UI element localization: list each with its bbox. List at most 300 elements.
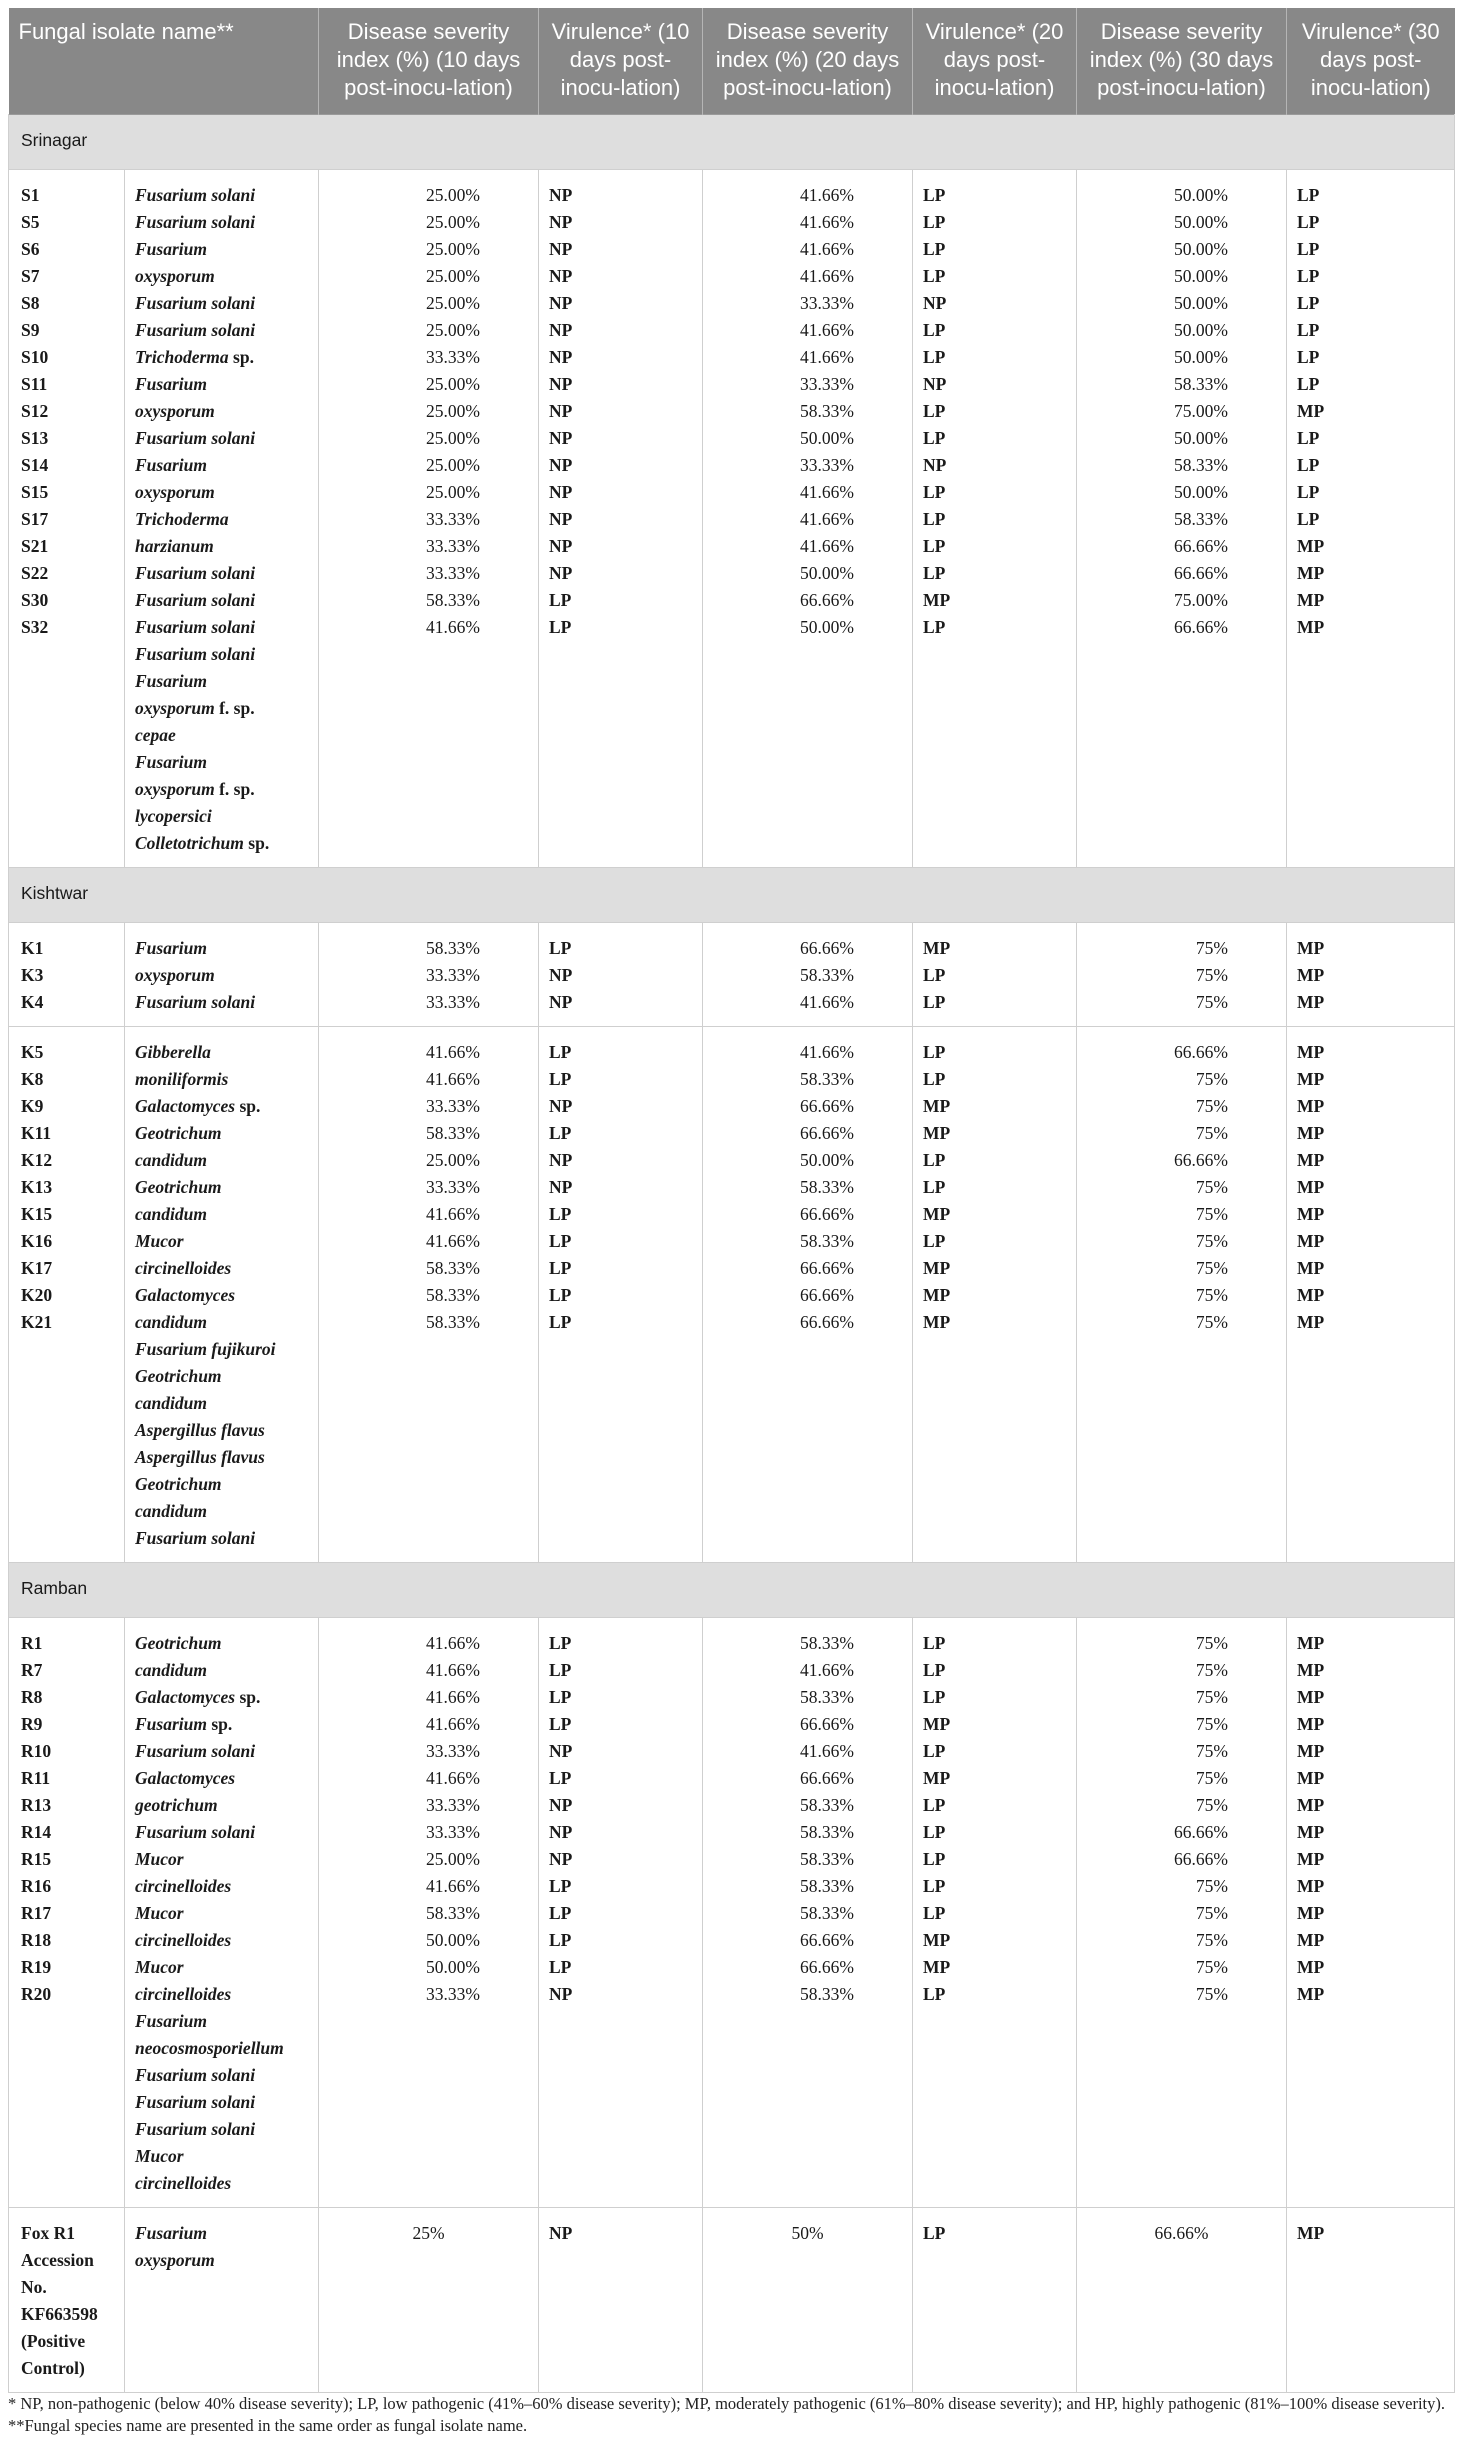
- virulence-20-value: LP: [923, 1660, 946, 1680]
- header-fungal-isolate: Fungal isolate name**: [9, 8, 319, 115]
- species-suffix: sp.: [235, 1687, 261, 1707]
- species-name-line: [135, 182, 308, 209]
- virulence-10-value: NP: [549, 185, 573, 205]
- species-name-line: [135, 344, 308, 371]
- dsi-30-value: 75%: [1195, 1768, 1228, 1788]
- dsi-10-value: 58.33%: [426, 1285, 480, 1305]
- dsi-20-value: 66.66%: [800, 1312, 854, 1332]
- dsi-10-value: 41.66%: [426, 1660, 480, 1680]
- virulence-30-value: LP: [1297, 239, 1320, 259]
- species-name: oxysporum: [135, 401, 215, 421]
- virulence-10-value: NP: [549, 482, 573, 502]
- dsi-10-value: 25.00%: [426, 239, 480, 259]
- species-name: Fusarium solani: [135, 617, 256, 637]
- species-name: candidum: [135, 1312, 207, 1332]
- virulence-20-value: MP: [923, 1312, 951, 1332]
- dsi-30-value: 50.00%: [1174, 482, 1228, 502]
- dsi-20-value: 33.33%: [800, 293, 854, 313]
- species-name: Trichoderma: [135, 347, 229, 367]
- virulence-10-value: LP: [549, 938, 572, 958]
- isolate-id: K8: [21, 1069, 44, 1089]
- species-name-line: [135, 479, 308, 506]
- virulence-20-value: LP: [923, 347, 946, 367]
- species-name: Gibberella: [135, 1042, 211, 1062]
- virulence-10-value: NP: [549, 212, 573, 232]
- virulence-30-value: LP: [1297, 320, 1320, 340]
- region-row: [9, 868, 1455, 923]
- species-cell: [125, 923, 319, 1027]
- virulence-30-cell: [1287, 1618, 1455, 2208]
- dsi-20-value: 50.00%: [800, 617, 854, 637]
- species-name-line: [135, 722, 308, 749]
- dsi-30-value: 66.66%: [1174, 1849, 1228, 1869]
- region-label: Ramban: [9, 1563, 1455, 1618]
- species-name: Fusarium: [135, 671, 207, 691]
- dsi-10-value: 58.33%: [426, 1123, 480, 1143]
- dsi-10-value: 25.00%: [426, 320, 480, 340]
- dsi-10-value: 58.33%: [426, 1258, 480, 1278]
- species-name-line: [135, 2035, 308, 2062]
- species-name-line: [135, 1819, 308, 1846]
- species-name-line: [135, 2220, 308, 2247]
- isolate-id: K5: [21, 1042, 44, 1062]
- dsi-30-value: 75%: [1195, 1258, 1228, 1278]
- virulence-30-value: MP: [1297, 1741, 1325, 1761]
- virulence-20-value: LP: [923, 1849, 946, 1869]
- dsi-10-value: 25.00%: [426, 374, 480, 394]
- isolate-id-cell: [9, 923, 125, 1027]
- virulence-10-value: LP: [549, 1042, 572, 1062]
- species-name-line: [135, 398, 308, 425]
- species-name: Mucor: [135, 1849, 184, 1869]
- virulence-10-value: NP: [549, 563, 573, 583]
- virulence-30-value: LP: [1297, 482, 1320, 502]
- virulence-30-value: MP: [1297, 992, 1325, 1012]
- species-name: Mucor: [135, 1957, 184, 1977]
- isolate-id: K16: [21, 1231, 53, 1251]
- species-name-line: [135, 1846, 308, 1873]
- virulence-20-value: LP: [923, 1903, 946, 1923]
- dsi-10-cell: [319, 170, 539, 868]
- dsi-20-cell: [703, 923, 913, 1027]
- species-name: Fusarium: [135, 2011, 207, 2031]
- virulence-30-value: MP: [1297, 1687, 1325, 1707]
- dsi-30-value: 50.00%: [1174, 293, 1228, 313]
- virulence-30-value: MP: [1297, 1633, 1325, 1653]
- virulence-20-value: MP: [923, 590, 951, 610]
- dsi-20-value: 33.33%: [800, 455, 854, 475]
- control-id-line: KF663598: [21, 2304, 98, 2324]
- dsi-30-cell: [1077, 1027, 1287, 1563]
- species-name-line: [135, 1147, 308, 1174]
- species-name: Aspergillus flavus: [135, 1447, 265, 1467]
- dsi-20-value: 66.66%: [800, 1204, 854, 1224]
- species-name-line: [135, 263, 308, 290]
- species-name: Fusarium solani: [135, 428, 256, 448]
- virulence-20-value: LP: [923, 428, 946, 448]
- species-name: candidum: [135, 1501, 207, 1521]
- virulence-10-value: NP: [549, 1849, 573, 1869]
- species-name: circinelloides: [135, 1258, 232, 1278]
- species-name-line: [135, 776, 308, 803]
- dsi-30-value: 75.00%: [1174, 590, 1228, 610]
- virulence-10-value: NP: [549, 374, 573, 394]
- species-name-line: [135, 209, 308, 236]
- virulence-30-value: MP: [1297, 1930, 1325, 1950]
- virulence-10-value: LP: [549, 1258, 572, 1278]
- region-label: Kishtwar: [9, 868, 1455, 923]
- dsi-10-value: 33.33%: [426, 1096, 480, 1116]
- virulence-10-cell: [539, 1027, 703, 1563]
- dsi-20-value: 66.66%: [800, 938, 854, 958]
- species-name: Fusarium fujikuroi: [135, 1339, 276, 1359]
- isolate-id: R10: [21, 1741, 52, 1761]
- species-name-line: [135, 1120, 308, 1147]
- dsi-20-value: 66.66%: [800, 1096, 854, 1116]
- isolate-block-row: [9, 1618, 1455, 2208]
- isolate-id: K12: [21, 1150, 53, 1170]
- dsi-30-value: 50.00%: [1174, 347, 1228, 367]
- species-name-line: [135, 1336, 308, 1363]
- species-name-line: [135, 533, 308, 560]
- header-dsi-20: Disease severity index (%) (20 days post-inocu-lation): [703, 8, 913, 115]
- dsi-30-value: 66.66%: [1174, 1150, 1228, 1170]
- species-name-line: [135, 1309, 308, 1336]
- dsi-20-value: 58.33%: [800, 1177, 854, 1197]
- dsi-20-value: 58.33%: [800, 1687, 854, 1707]
- species-name: circinelloides: [135, 1984, 232, 2004]
- dsi-30-value: 75%: [1195, 992, 1228, 1012]
- dsi-10-value: 58.33%: [426, 1312, 480, 1332]
- species-name: Fusarium: [135, 374, 207, 394]
- dsi-30-value: 75%: [1195, 1660, 1228, 1680]
- virulence-30-value: LP: [1297, 374, 1320, 394]
- species-name-line: [135, 1201, 308, 1228]
- control-id-line: Accession: [21, 2250, 94, 2270]
- isolate-id: K17: [21, 1258, 53, 1278]
- dsi-10-value: 25.00%: [426, 293, 480, 313]
- isolate-id: R15: [21, 1849, 52, 1869]
- dsi-30-value: 50.00%: [1174, 428, 1228, 448]
- isolate-id: S1: [21, 185, 40, 205]
- isolate-id: K1: [21, 938, 44, 958]
- dsi-10-value: 25.00%: [426, 428, 480, 448]
- species-name-line: [135, 2116, 308, 2143]
- isolate-block-row: [9, 170, 1455, 868]
- species-name-line: [135, 1630, 308, 1657]
- dsi-20-value: 66.66%: [800, 1768, 854, 1788]
- species-name: circinelloides: [135, 1876, 232, 1896]
- dsi-20-value: 41.66%: [800, 239, 854, 259]
- virulence-10-value: LP: [549, 1204, 572, 1224]
- virulence-30-value: MP: [1297, 1096, 1325, 1116]
- isolate-id: K20: [21, 1285, 53, 1305]
- virulence-10-value: LP: [549, 1876, 572, 1896]
- virulence-10-value: LP: [549, 1231, 572, 1251]
- species-name-line: [135, 1900, 308, 1927]
- species-name-line: [135, 425, 308, 452]
- dsi-30-value: 75%: [1195, 1285, 1228, 1305]
- virulence-30-value: LP: [1297, 212, 1320, 232]
- isolate-id: K15: [21, 1204, 53, 1224]
- species-name-line: [135, 506, 308, 533]
- virulence-20-value: LP: [923, 482, 946, 502]
- dsi-20-value: 41.66%: [800, 992, 854, 1012]
- isolate-block-row: [9, 1027, 1455, 1563]
- species-name-line: [135, 641, 308, 668]
- dsi-10-value: 25.00%: [426, 1150, 480, 1170]
- header-virulence-20: Virulence* (20 days post-inocu-lation): [913, 8, 1077, 115]
- isolate-id: S15: [21, 482, 49, 502]
- virulence-10-value: LP: [549, 617, 572, 637]
- isolate-id: K9: [21, 1096, 44, 1116]
- virulence-30-value: LP: [1297, 509, 1320, 529]
- species-name: Fusarium: [135, 455, 207, 475]
- isolate-id: R20: [21, 1984, 52, 2004]
- dsi-20-value: 41.66%: [800, 509, 854, 529]
- species-name-line: [135, 1174, 308, 1201]
- dsi-30-value: 75%: [1195, 965, 1228, 985]
- species-name: Fusarium solani: [135, 1741, 256, 1761]
- species-name-line: [135, 1417, 308, 1444]
- dsi-10-value: 25.00%: [426, 482, 480, 502]
- isolate-id: S13: [21, 428, 49, 448]
- dsi-10-value: 33.33%: [426, 1984, 480, 2004]
- virulence-20-value: LP: [923, 1069, 946, 1089]
- dsi-30-value: 75%: [1195, 1957, 1228, 1977]
- species-name: Mucor: [135, 1903, 184, 1923]
- species-name: Fusarium: [135, 938, 207, 958]
- isolate-id: S6: [21, 239, 40, 259]
- dsi-20-value: 66.66%: [800, 1957, 854, 1977]
- virulence-10-cell: [539, 170, 703, 868]
- dsi-30-value: 66.66%: [1174, 1042, 1228, 1062]
- species-name-line: [135, 2062, 308, 2089]
- species-name: Fusarium solani: [135, 644, 256, 664]
- dsi-10-value: 33.33%: [426, 1741, 480, 1761]
- virulence-20-value: LP: [923, 1633, 946, 1653]
- control-id-cell: [9, 2208, 125, 2393]
- isolate-id: K3: [21, 965, 44, 985]
- species-name: Trichoderma: [135, 509, 229, 529]
- dsi-20-value: 58.33%: [800, 965, 854, 985]
- species-name: Geotrichum: [135, 1474, 222, 1494]
- species-name: Geotrichum: [135, 1177, 222, 1197]
- virulence-20-value: NP: [923, 374, 947, 394]
- species-name: neocosmosporiellum: [135, 2038, 284, 2058]
- dsi-20-value: 41.66%: [800, 266, 854, 286]
- virulence-10-cell: [539, 923, 703, 1027]
- species-name-line: [135, 1927, 308, 1954]
- virulence-20-value: LP: [923, 1042, 946, 1062]
- virulence-10-value: NP: [549, 1150, 573, 1170]
- results-table-wrapper: [8, 8, 1454, 2393]
- dsi-30-value: 75%: [1195, 1069, 1228, 1089]
- virulence-30-value: MP: [1297, 1822, 1325, 1842]
- virulence-30-value: MP: [1297, 1768, 1325, 1788]
- virulence-10-value: NP: [549, 266, 573, 286]
- isolate-id: K21: [21, 1312, 53, 1332]
- dsi-30-value: 75%: [1195, 938, 1228, 958]
- virulence-30-value: MP: [1297, 965, 1325, 985]
- virulence-20-value: LP: [923, 1231, 946, 1251]
- virulence-10-value: NP: [549, 401, 573, 421]
- species-name-line: [135, 803, 308, 830]
- virulence-20-value: LP: [923, 1876, 946, 1896]
- species-name: candidum: [135, 1204, 207, 1224]
- dsi-10-cell: [319, 1618, 539, 2208]
- virulence-20-value: LP: [923, 617, 946, 637]
- virulence-20-value: LP: [923, 1177, 946, 1197]
- dsi-30-value: 75%: [1195, 1714, 1228, 1734]
- control-id-line: (Positive: [21, 2331, 86, 2351]
- virulence-20-value: MP: [923, 1204, 951, 1224]
- virulence-20-value: LP: [923, 239, 946, 259]
- dsi-10-value: 41.66%: [426, 1231, 480, 1251]
- species-name: oxysporum: [135, 482, 215, 502]
- species-name-line: [135, 1363, 308, 1390]
- virulence-20-value: MP: [923, 1714, 951, 1734]
- dsi-20-value: 58.33%: [800, 1849, 854, 1869]
- dsi-30-value: 75%: [1195, 1204, 1228, 1224]
- isolate-id: R7: [21, 1660, 43, 1680]
- dsi-20-value: 58.33%: [800, 1795, 854, 1815]
- species-name-line: [135, 2089, 308, 2116]
- control-dsi-20: 50%: [703, 2208, 913, 2393]
- header-row: [9, 8, 1455, 115]
- virulence-20-value: MP: [923, 1930, 951, 1950]
- virulence-20-value: MP: [923, 1123, 951, 1143]
- dsi-20-value: 50.00%: [800, 428, 854, 448]
- isolate-id: S30: [21, 590, 49, 610]
- isolate-id: S12: [21, 401, 49, 421]
- isolate-id: R14: [21, 1822, 52, 1842]
- species-name: Fusarium solani: [135, 212, 256, 232]
- isolate-id: R18: [21, 1930, 52, 1950]
- species-suffix: sp.: [235, 1096, 261, 1116]
- virulence-10-value: LP: [549, 1285, 572, 1305]
- species-name: Mucor: [135, 2146, 184, 2166]
- dsi-10-value: 58.33%: [426, 1903, 480, 1923]
- species-name-line: [135, 1873, 308, 1900]
- virulence-20-value: LP: [923, 563, 946, 583]
- virulence-20-cell: [913, 1027, 1077, 1563]
- species-name: oxysporum: [135, 779, 215, 799]
- species-name-line: [135, 290, 308, 317]
- species-name: oxysporum: [135, 965, 215, 985]
- virulence-30-value: MP: [1297, 1957, 1325, 1977]
- species-cell: [125, 170, 319, 868]
- isolate-id: K4: [21, 992, 44, 1012]
- dsi-20-value: 58.33%: [800, 1822, 854, 1842]
- species-name: Fusarium solani: [135, 293, 256, 313]
- dsi-10-value: 25.00%: [426, 1849, 480, 1869]
- isolate-id: S9: [21, 320, 40, 340]
- virulence-20-value: LP: [923, 212, 946, 232]
- dsi-30-value: 75%: [1195, 1984, 1228, 2004]
- dsi-10-value: 41.66%: [426, 1633, 480, 1653]
- dsi-10-cell: [319, 923, 539, 1027]
- isolate-id-cell: [9, 1027, 125, 1563]
- species-name-line: [135, 1792, 308, 1819]
- virulence-10-value: LP: [549, 1660, 572, 1680]
- dsi-30-value: 58.33%: [1174, 509, 1228, 529]
- virulence-30-value: LP: [1297, 293, 1320, 313]
- virulence-20-value: NP: [923, 293, 947, 313]
- species-name: Galactomyces: [135, 1096, 236, 1116]
- dsi-10-value: 41.66%: [426, 1876, 480, 1896]
- virulence-20-value: LP: [923, 536, 946, 556]
- dsi-30-value: 66.66%: [1174, 1822, 1228, 1842]
- species-name-line: [135, 236, 308, 263]
- virulence-10-value: NP: [549, 428, 573, 448]
- species-name-line: [135, 1981, 308, 2008]
- control-virulence-20: LP: [913, 2208, 1077, 2393]
- dsi-20-value: 33.33%: [800, 374, 854, 394]
- species-name-line: [135, 1765, 308, 1792]
- isolate-id: S5: [21, 212, 40, 232]
- dsi-20-value: 58.33%: [800, 1876, 854, 1896]
- virulence-20-value: LP: [923, 1741, 946, 1761]
- dsi-10-value: 25.00%: [426, 185, 480, 205]
- control-dsi-10: 25%: [319, 2208, 539, 2393]
- dsi-30-value: 66.66%: [1174, 617, 1228, 637]
- species-name-line: [135, 560, 308, 587]
- isolate-id: K13: [21, 1177, 53, 1197]
- control-dsi-30: 66.66%: [1077, 2208, 1287, 2393]
- virulence-20-value: LP: [923, 320, 946, 340]
- species-name-line: [135, 2008, 308, 2035]
- dsi-20-value: 41.66%: [800, 320, 854, 340]
- species-name-line: [135, 1738, 308, 1765]
- table-footnote: * NP, non-pathogenic (below 40% disease severity); LP, low pathogenic (41%–60% disease severity); MP, moderately pathogenic (61%–80% disease severity); and HP, highly pathogenic (81%–100% disease severity). **Fungal species name are presented in the same order as fungal isolate name.: [8, 2394, 1445, 2435]
- virulence-table: [8, 8, 1455, 2393]
- isolate-id: S11: [21, 374, 48, 394]
- species-name-line: [135, 1066, 308, 1093]
- dsi-10-value: 33.33%: [426, 1177, 480, 1197]
- species-name: Fusarium: [135, 1714, 207, 1734]
- virulence-30-value: LP: [1297, 185, 1320, 205]
- dsi-20-value: 41.66%: [800, 1042, 854, 1062]
- dsi-20-value: 41.66%: [800, 185, 854, 205]
- virulence-30-value: MP: [1297, 1714, 1325, 1734]
- dsi-10-value: 25.00%: [426, 455, 480, 475]
- isolate-id: S21: [21, 536, 49, 556]
- species-name-line: [135, 1954, 308, 1981]
- dsi-10-value: 41.66%: [426, 1069, 480, 1089]
- table-header: [9, 8, 1455, 115]
- dsi-20-value: 41.66%: [800, 212, 854, 232]
- dsi-20-value: 58.33%: [800, 401, 854, 421]
- virulence-30-value: MP: [1297, 563, 1325, 583]
- virulence-30-value: MP: [1297, 1231, 1325, 1251]
- species-name-line: [135, 749, 308, 776]
- virulence-30-value: MP: [1297, 1042, 1325, 1062]
- species-name: Fusarium solani: [135, 1528, 256, 1548]
- virulence-30-value: MP: [1297, 1069, 1325, 1089]
- species-name-line: [135, 830, 308, 857]
- isolate-id: S17: [21, 509, 49, 529]
- virulence-30-value: MP: [1297, 1795, 1325, 1815]
- virulence-30-value: MP: [1297, 590, 1325, 610]
- dsi-30-value: 50.00%: [1174, 185, 1228, 205]
- species-name-line: [135, 1255, 308, 1282]
- virulence-10-value: NP: [549, 1741, 573, 1761]
- dsi-10-value: 41.66%: [426, 1768, 480, 1788]
- control-species-cell: [125, 2208, 319, 2393]
- dsi-10-value: 33.33%: [426, 347, 480, 367]
- species-name-line: [135, 1711, 308, 1738]
